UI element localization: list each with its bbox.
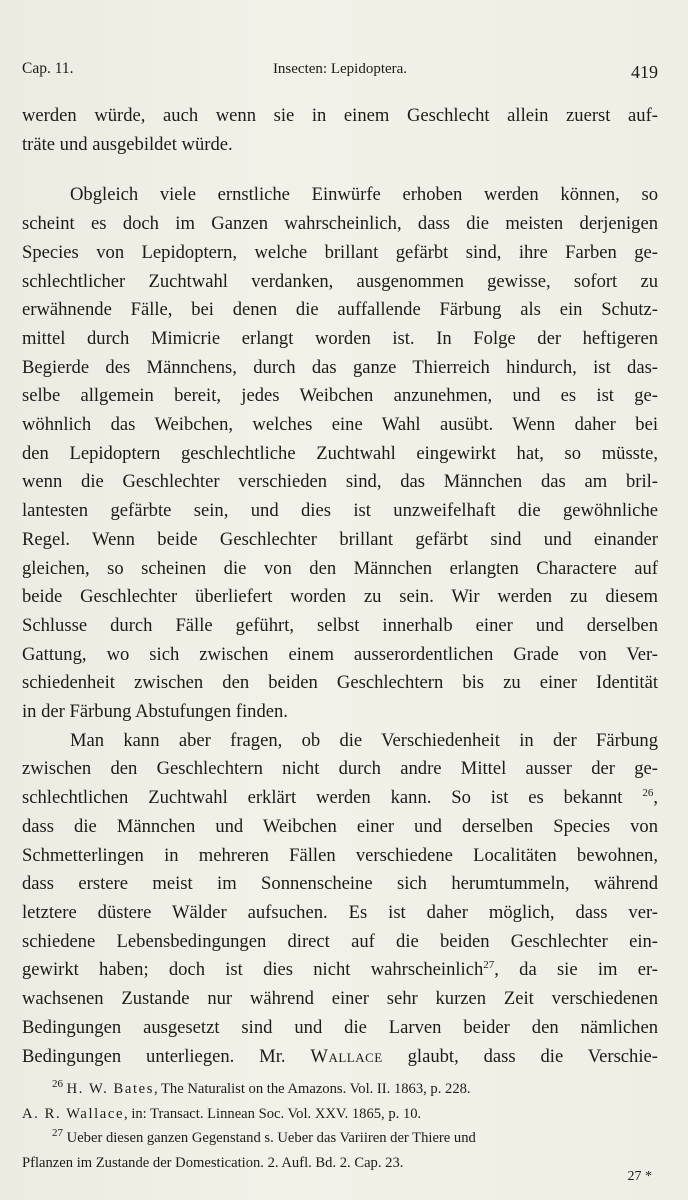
footnote-ref-26[interactable]: 26 <box>642 786 654 799</box>
text-line: lantesten gefärbte sein, und dies ist unzweifelhaft die gewöhnliche <box>22 500 658 522</box>
footnotes <box>22 1077 658 1175</box>
text-line: selbe allgemein bereit, jedes Weibchen anzunehmen, und es ist ge- <box>22 385 658 407</box>
text-line: Man kann aber fragen, ob die Verschiedenheit in der Färbung <box>70 729 658 751</box>
signature-mark: 27 * <box>627 1169 652 1184</box>
text-line: schiedenheit zwischen den beiden Geschlechtern bis zu einer Identität <box>22 672 658 694</box>
paragraph-3 <box>22 727 658 1071</box>
footnote-27: $^{27}$ Ueber diesen ganzen Gegenstand s. Ueber das Variiren der Thiere und Pflanzen im Zustande der Domestication. 2. Aufl. Bd. 2. Cap. 23. <box>22 1127 476 1171</box>
text-line: dass die Männchen und Weibchen einer und derselben Species von <box>22 815 658 837</box>
footnote-marker: 26 <box>52 1078 63 1091</box>
text-line: werden würde, auch wenn sie in einem Geschlecht allein zuerst auf- <box>22 105 658 126</box>
running-header <box>22 60 658 84</box>
text-line: mittel durch Mimicrie erlangt worden ist. In Folge der heftigeren <box>22 327 658 349</box>
page-number: 419 <box>631 62 658 82</box>
footnote-marker: 27 <box>52 1127 63 1140</box>
text-line: in der Färbung Abstufungen finden. <box>22 701 288 723</box>
text-line: schlechtlichen Zuchtwahl erklärt werden kann. So ist es bekannt $^{26}$, <box>22 786 659 809</box>
text-line: Bedingungen unterliegen. Mr. Wallace glaubt, dass die Verschie- <box>22 1045 658 1067</box>
paragraph-1 <box>22 102 658 159</box>
chapter-label: Cap. 11. <box>22 60 74 77</box>
text-line: gewirkt haben; doch ist dies nicht wahrscheinlich$^{27}$, da sie im er- <box>22 959 658 981</box>
text-line: Obgleich viele ernstliche Einwürfe erhoben werden können, so <box>70 184 658 206</box>
footnote-26: $^{26}$ H. W. Bates, The Naturalist on the Amazons. Vol. II. 1863, p. 228. A. R. Wallace, in: Transact. Linnean Soc. Vol. XXV. 1865, p. 10. <box>22 1078 471 1122</box>
text-line: schiedene Lebensbedingungen direct auf die beiden Geschlechter ein- <box>22 930 658 952</box>
text-line: Bedingungen ausgesetzt sind und die Larven beider den nämlichen <box>22 1016 658 1038</box>
text-line: Schmetterlingen in mehreren Fällen verschiedene Localitäten bewohnen, <box>22 844 658 866</box>
text-line: Species von Lepidoptern, welche brillant gefärbt sind, ihre Farben ge- <box>22 241 658 263</box>
text-line: Schlusse durch Fälle geführt, selbst innerhalb einer und derselben <box>22 614 658 636</box>
text-line: wöhnlich das Weibchen, welches eine Wahl ausübt. Wenn daher bei <box>22 414 658 436</box>
text-line: scheint es doch im Ganzen wahrscheinlich, dass die meisten derjenigen <box>22 213 658 235</box>
text-line: den Lepidoptern geschlechtliche Zuchtwahl eingewirkt hat, so müsste, <box>22 442 658 464</box>
text-line: beide Geschlechter überliefert worden zu sein. Wir werden zu diesem <box>22 586 658 608</box>
text-line: wachsenen Zustande nur während einer sehr kurzen Zeit verschiedenen <box>22 988 658 1010</box>
text-line: letztere düstere Wälder aufsuchen. Es ist daher möglich, dass ver- <box>22 901 658 923</box>
text-line: schlechtlicher Zuchtwahl verdanken, ausgenommen gewisse, sofort zu <box>22 270 658 292</box>
text-line: Gattung, wo sich zwischen einem ausserordentlichen Grade von Ver- <box>22 643 658 665</box>
footnote-ref-27[interactable]: 27 <box>483 959 495 972</box>
text-line: gleichen, so scheinen die von den Männchen erlangten Charactere auf <box>22 557 658 579</box>
text-line: erwähnende Fälle, bei denen die auffallende Färbung als ein Schutz- <box>22 299 658 321</box>
text-line: dass erstere meist im Sonnenscheine sich herumtummeln, während <box>22 873 658 895</box>
body-text <box>22 102 658 1071</box>
text-line: zwischen den Geschlechtern nicht durch andre Mittel ausser der ge- <box>22 758 658 780</box>
running-title: Insecten: Lepidoptera. <box>272 61 408 77</box>
author-name: Wallace <box>310 1045 383 1067</box>
text-line: träte und ausgebildet würde. <box>22 133 233 155</box>
paragraph-2 <box>22 181 658 726</box>
text-line: wenn die Geschlechter verschieden sind, das Männchen das am bril- <box>22 471 658 493</box>
text-line: Regel. Wenn beide Geschlechter brillant gefärbt sind und einander <box>22 528 658 550</box>
text-line: Begierde des Männchens, durch das ganze Thierreich hindurch, ist das- <box>22 356 658 378</box>
